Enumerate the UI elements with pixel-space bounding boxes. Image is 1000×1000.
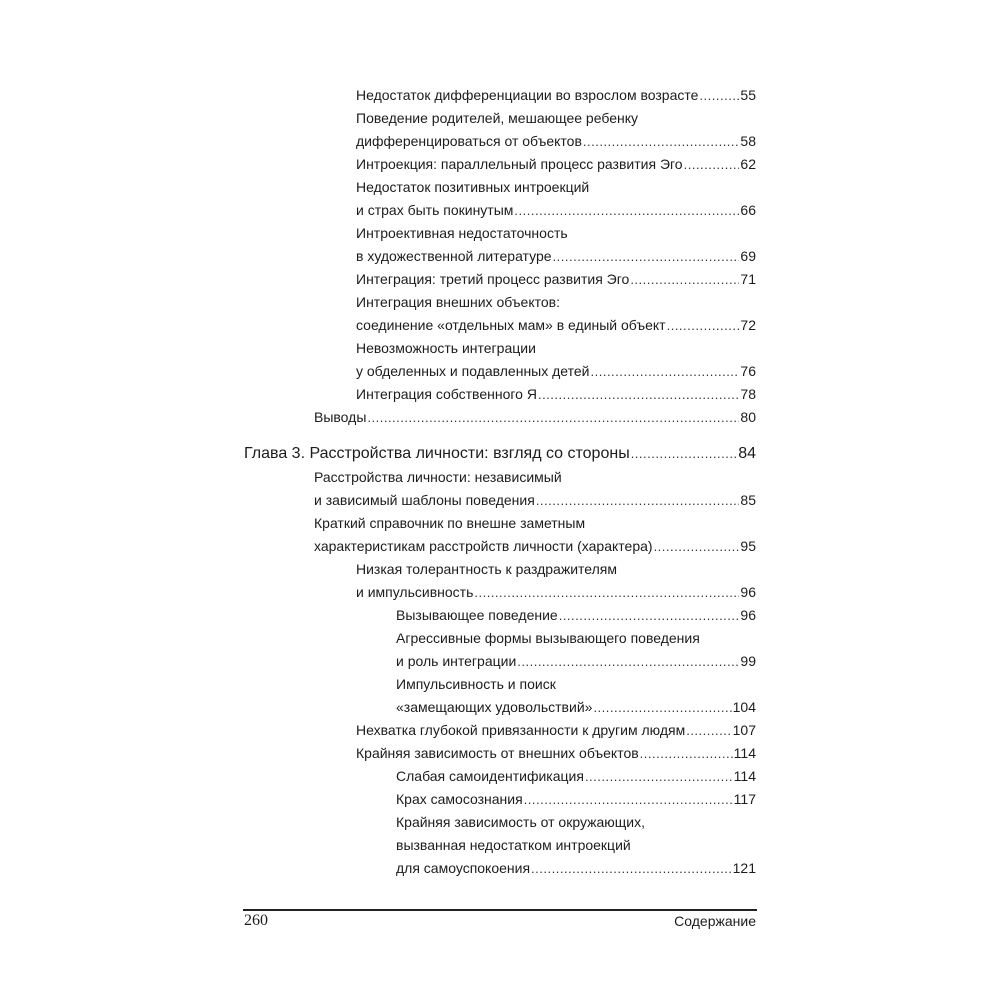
chapter-title: Расстройства личности: взгляд со стороны bbox=[309, 445, 630, 462]
toc-entry-title: Интеграция собственного Я bbox=[356, 386, 537, 402]
toc-entry-title-line: у обделенных и подавленных детей bbox=[356, 363, 590, 379]
toc-entry-title-line: в художественной литературе bbox=[356, 248, 552, 264]
toc-entry bbox=[356, 337, 756, 383]
toc-page-number: 104 bbox=[732, 699, 756, 715]
toc-entry bbox=[356, 558, 756, 604]
toc-entry-title: Интроекция: параллельный процесс развития Эго bbox=[356, 156, 683, 172]
footer-rule bbox=[243, 909, 757, 911]
leader-dots bbox=[630, 268, 739, 291]
toc-entry-title-line: и зависимый шаблоны поведения bbox=[314, 492, 535, 508]
toc-entry-title-line: «замещающих удовольствий» bbox=[396, 699, 593, 715]
leader-dots bbox=[667, 314, 740, 337]
chapter-label: Глава 3. bbox=[244, 445, 306, 462]
toc-entry-title-line: дифференцироваться от объектов bbox=[356, 133, 582, 149]
toc-entry bbox=[356, 742, 756, 765]
toc-entry bbox=[314, 466, 756, 512]
toc-page-number: 114 bbox=[733, 768, 756, 784]
leader-dots bbox=[684, 153, 740, 176]
toc-page-number: 95 bbox=[740, 538, 756, 554]
toc-entry bbox=[396, 627, 756, 673]
toc-page-number: 72 bbox=[740, 317, 756, 333]
toc-entry bbox=[356, 291, 756, 337]
toc-entry bbox=[356, 107, 756, 153]
toc-entry-title-line: Импульсивность и поиск bbox=[396, 676, 556, 692]
leader-dots bbox=[585, 765, 733, 788]
toc-page-number: 78 bbox=[740, 386, 756, 402]
toc-entry bbox=[356, 383, 756, 406]
toc-entry-title-line: Невозможность интеграции bbox=[356, 340, 536, 356]
toc-entry-title-line: Агрессивные формы вызывающего поведения bbox=[396, 630, 700, 646]
toc-entry-title-line: соединение «отдельных мам» в единый объект bbox=[356, 317, 666, 333]
toc-page-number: 121 bbox=[732, 860, 756, 876]
toc-page-number: 96 bbox=[740, 584, 756, 600]
toc-entry bbox=[356, 222, 756, 268]
toc-entry-title-line: и роль интеграции bbox=[396, 653, 517, 669]
toc-entry bbox=[356, 268, 756, 291]
leader-dots bbox=[536, 489, 740, 512]
toc-entry bbox=[314, 512, 756, 558]
leader-dots bbox=[367, 406, 739, 429]
leader-dots bbox=[514, 199, 739, 222]
leader-dots bbox=[631, 442, 738, 466]
toc-entry-title: Выводы bbox=[314, 409, 367, 425]
toc-entry bbox=[396, 673, 756, 719]
toc-page-number: 99 bbox=[740, 653, 756, 669]
toc-page-number: 66 bbox=[740, 202, 756, 218]
toc-entry bbox=[396, 765, 756, 788]
toc-entry bbox=[356, 153, 756, 176]
leader-dots bbox=[593, 696, 731, 719]
leader-dots bbox=[640, 742, 733, 765]
toc-entry-title-line: и страх быть покинутым bbox=[356, 202, 514, 218]
toc-entry bbox=[396, 604, 756, 627]
leader-dots bbox=[654, 535, 740, 558]
toc-entry bbox=[396, 811, 756, 880]
toc-page-number: 58 bbox=[740, 133, 756, 149]
toc-page-number: 84 bbox=[738, 445, 756, 462]
leader-dots bbox=[474, 581, 739, 604]
toc-entry bbox=[356, 176, 756, 222]
leader-dots bbox=[559, 604, 740, 627]
toc-page-number: 96 bbox=[740, 607, 756, 623]
toc-entry-title-line: Поведение родителей, мешающее ребенку bbox=[356, 110, 639, 126]
footer-page-number: 260 bbox=[244, 912, 268, 929]
toc-entry-title: Слабая самоидентификация bbox=[396, 768, 584, 784]
toc-entry-title: Нехватка глубокой привязанности к другим людям bbox=[356, 722, 686, 738]
leader-dots bbox=[699, 84, 739, 107]
toc-entry-title: Недостаток дифференциации во взрослом возрасте bbox=[356, 87, 699, 103]
toc-entry-title-line: Расстройства личности: независимый bbox=[314, 469, 562, 485]
toc-entry-title: Вызывающее поведение bbox=[396, 607, 558, 623]
toc-entry-title: Интеграция: третий процесс развития Эго bbox=[356, 271, 630, 287]
toc-entry bbox=[356, 719, 756, 742]
toc-page-number: 117 bbox=[733, 791, 756, 807]
toc-entry-title-line: Низкая толерантность к раздражителям bbox=[356, 561, 617, 577]
leader-dots bbox=[517, 650, 739, 673]
toc-page-number: 71 bbox=[740, 271, 756, 287]
toc-entry-title-line: Краткий справочник по внешне заметным bbox=[314, 515, 586, 531]
toc-page-number: 69 bbox=[740, 248, 756, 264]
toc-entry-title-line: Недостаток позитивных интроекций bbox=[356, 179, 590, 195]
toc-entry-title-line: Интеграция внешних объектов: bbox=[356, 294, 560, 310]
table-of-contents bbox=[244, 84, 756, 880]
toc-entry-title: Крайняя зависимость от внешних объектов bbox=[356, 745, 639, 761]
toc-entry-title-line: характеристикам расстройств личности (характера) bbox=[314, 538, 653, 554]
toc-page-number: 76 bbox=[740, 363, 756, 379]
leader-dots bbox=[531, 857, 732, 880]
toc-entry bbox=[356, 84, 756, 107]
toc-page-number: 55 bbox=[740, 87, 756, 103]
leader-dots bbox=[686, 719, 731, 742]
toc-page-number: 85 bbox=[740, 492, 756, 508]
leader-dots bbox=[591, 360, 740, 383]
toc-entry-title-line: вызванная недостатком интроекций bbox=[396, 837, 631, 853]
leader-dots bbox=[538, 383, 739, 406]
toc-entry-title-line: для самоуспокоения bbox=[396, 860, 531, 876]
toc-page-number: 114 bbox=[733, 745, 756, 761]
toc-entry-title-line: Интроективная недостаточность bbox=[356, 225, 568, 241]
leader-dots bbox=[553, 245, 740, 268]
toc-page-number: 107 bbox=[732, 722, 756, 738]
leader-dots bbox=[524, 788, 733, 811]
toc-entry bbox=[396, 788, 756, 811]
toc-page-number: 80 bbox=[740, 409, 756, 425]
toc-entry-title: Крах самосознания bbox=[396, 791, 523, 807]
footer-section-title: Содержание bbox=[674, 913, 756, 929]
toc-entry bbox=[314, 406, 756, 429]
leader-dots bbox=[583, 130, 740, 153]
toc-page-number: 62 bbox=[740, 156, 756, 172]
toc-entry-title-line: Крайняя зависимость от окружающих, bbox=[396, 814, 645, 830]
toc-entry-title-line: и импульсивность bbox=[356, 584, 474, 600]
toc-chapter-entry bbox=[244, 442, 756, 466]
